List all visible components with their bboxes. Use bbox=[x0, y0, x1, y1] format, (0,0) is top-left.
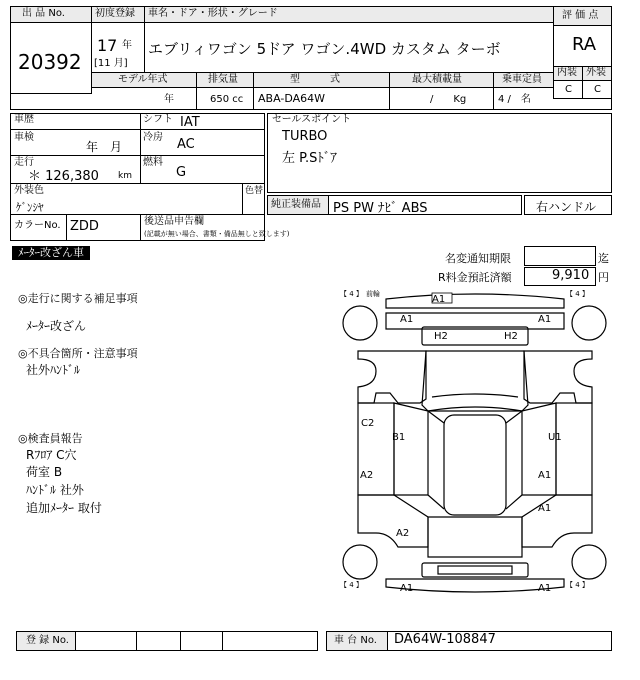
deadline-unit: 迄 bbox=[598, 252, 609, 265]
handle-value: 右ハンドル bbox=[536, 200, 597, 214]
det-vline-1 bbox=[140, 113, 141, 183]
color-value: ｹﾞﾝｼﾔ bbox=[16, 201, 44, 214]
mark-right-u: U1 bbox=[548, 432, 562, 443]
mark-hood-right: H2 bbox=[504, 331, 518, 342]
det-vline-4 bbox=[140, 214, 141, 241]
sales-point-2: 左 P.Sﾄﾞｱ bbox=[282, 151, 337, 166]
inspector-line-2: 荷室 B bbox=[26, 465, 63, 479]
det-line-4 bbox=[10, 214, 265, 215]
spec-div-1 bbox=[196, 72, 197, 110]
recycle-unit: 円 bbox=[598, 271, 609, 284]
color-no-value: ZDD bbox=[70, 219, 99, 234]
displacement-label: 排気量 bbox=[208, 74, 238, 85]
after-label: 後送品申告欄 bbox=[144, 216, 204, 227]
lot-label: 出 品 No. bbox=[22, 8, 65, 19]
defect-line-1: 社外ﾊﾝﾄﾞﾙ bbox=[26, 363, 81, 377]
mark-right-a1b: A1 bbox=[538, 503, 552, 514]
chassis-label: 車 台 No. bbox=[334, 635, 377, 646]
car-name: エブリィワゴン 5ドア ワゴン.4WD カスタム ターボ bbox=[148, 40, 501, 58]
max-load-label: 最大積載量 bbox=[412, 74, 462, 85]
mark-roof-top: A1 bbox=[432, 294, 446, 305]
score-value: RA bbox=[572, 34, 597, 55]
inspection-label: 車検 bbox=[14, 132, 34, 143]
det-vline-2 bbox=[242, 183, 243, 214]
mark-rear-left: A1 bbox=[400, 583, 414, 594]
reg-div-2 bbox=[180, 631, 181, 651]
type-label: 型 式 bbox=[290, 74, 340, 85]
mileage-value: ＊ 126,380 bbox=[28, 169, 99, 184]
spec-bottom bbox=[10, 109, 554, 110]
reg-label: 登 録 No. bbox=[26, 635, 69, 646]
color-label: 外装色 bbox=[14, 185, 44, 196]
tire-rear-left bbox=[343, 545, 377, 579]
ac-value: AC bbox=[177, 137, 195, 152]
tire-rear-right bbox=[572, 545, 606, 579]
tire-label-rear-left: 【 4 】 bbox=[340, 581, 363, 589]
score-label: 評 価 点 bbox=[562, 10, 599, 21]
interior-label: 内装 bbox=[557, 67, 577, 78]
equipment-label: 純正装備品 bbox=[271, 199, 321, 210]
mark-front-left: A1 bbox=[400, 314, 414, 325]
deadline-cell bbox=[524, 246, 596, 266]
first-reg-year-unit: 年 bbox=[122, 40, 132, 51]
mark-front-right: A1 bbox=[538, 314, 552, 325]
shift-label: シフト bbox=[143, 114, 173, 125]
tire-front-left bbox=[343, 306, 377, 340]
color-no-label: カラーNo. bbox=[14, 220, 61, 231]
sales-point-1: TURBO bbox=[282, 129, 328, 144]
mark-left-a2: A2 bbox=[360, 470, 374, 481]
driving-line-1: ﾒｰﾀｰ改ざん bbox=[26, 319, 87, 333]
deadline-label: 名変通知期限 bbox=[445, 252, 511, 265]
mark-hood-left: H2 bbox=[434, 331, 448, 342]
car-name-label: 車名・ドア・形状・グレード bbox=[148, 8, 278, 19]
exterior-label: 外装 bbox=[586, 67, 606, 78]
first-reg-month: [11 月] bbox=[94, 58, 128, 69]
shift-value: IAT bbox=[180, 115, 200, 130]
equipment-value: PS PW ﾅﾋﾞ ABS bbox=[333, 201, 428, 216]
mileage-label: 走行 bbox=[14, 157, 34, 168]
model-year-label: モデル年式 bbox=[118, 74, 168, 85]
repaint-label: 色替 bbox=[245, 186, 264, 196]
det-vline-3 bbox=[66, 214, 67, 241]
inspection-value: 年 月 bbox=[86, 140, 123, 154]
spec-div-2 bbox=[253, 72, 254, 110]
after-note: (記載が無い場合、書類・備品無しと致します) bbox=[144, 230, 290, 238]
recycle-value: 9,910 bbox=[552, 268, 590, 283]
max-load-value: / Kg bbox=[430, 94, 467, 105]
mark-left-front-door: C2 bbox=[361, 418, 375, 429]
inspector-line-3: ﾊﾝﾄﾞﾙ 社外 bbox=[26, 483, 84, 497]
mark-right-a1: A1 bbox=[538, 470, 552, 481]
inspector-line-1: Rﾌﾛｱ C穴 bbox=[26, 448, 77, 462]
interior-grade: C bbox=[565, 84, 572, 95]
meter-tampered-banner: ﾒｰﾀｰ改ざん車 bbox=[12, 246, 90, 260]
first-reg-label: 初度登録 bbox=[95, 8, 135, 19]
tire-front-right bbox=[572, 306, 606, 340]
capacity-label: 乗車定員 bbox=[502, 74, 542, 85]
spec-div-4 bbox=[493, 72, 494, 110]
model-year-unit: 年 bbox=[164, 94, 174, 105]
capacity-value: 4 / 名 bbox=[498, 94, 531, 105]
tire-label-front-left: 【 4 】 bbox=[340, 290, 363, 298]
mark-left-rear: A2 bbox=[396, 528, 410, 539]
reg-div-1 bbox=[136, 631, 137, 651]
tire-label-front-right: 【 4 】 bbox=[566, 290, 589, 298]
recycle-label: R料金預託済額 bbox=[438, 271, 512, 284]
driving-heading: ◎走行に関する補足事項 bbox=[18, 292, 138, 305]
first-reg-year: 17 bbox=[97, 36, 118, 55]
reg-div-3 bbox=[222, 631, 223, 651]
mileage-unit: km bbox=[118, 171, 132, 181]
type-value: ABA-DA64W bbox=[258, 92, 325, 105]
tire-label-rear-right: 【 4 】 bbox=[566, 581, 589, 589]
spec-div-3 bbox=[389, 72, 390, 110]
car-condition-diagram bbox=[338, 287, 614, 600]
lot-number: 20392 bbox=[18, 50, 82, 74]
det-line-1 bbox=[10, 129, 265, 130]
sales-point-label: セールスポイント bbox=[272, 114, 352, 125]
mark-left-b: B1 bbox=[392, 432, 406, 443]
ac-label: 冷房 bbox=[143, 132, 163, 143]
tire-sub-label: 前輪 bbox=[366, 290, 380, 298]
fuel-label: 燃料 bbox=[143, 157, 163, 168]
history-label: 車歴 bbox=[14, 114, 34, 125]
det-line-2 bbox=[10, 155, 265, 156]
inspector-heading: ◎検査員報告 bbox=[18, 432, 83, 445]
displacement-value: 650 cc bbox=[210, 94, 244, 105]
inspector-line-4: 追加ﾒｰﾀｰ 取付 bbox=[26, 501, 102, 515]
defect-heading: ◎不具合箇所・注意事項 bbox=[18, 347, 138, 360]
fuel-value: G bbox=[176, 165, 187, 180]
mark-rear-right: A1 bbox=[538, 583, 552, 594]
chassis-value: DA64W-108847 bbox=[394, 632, 496, 647]
exterior-grade: C bbox=[594, 84, 601, 95]
